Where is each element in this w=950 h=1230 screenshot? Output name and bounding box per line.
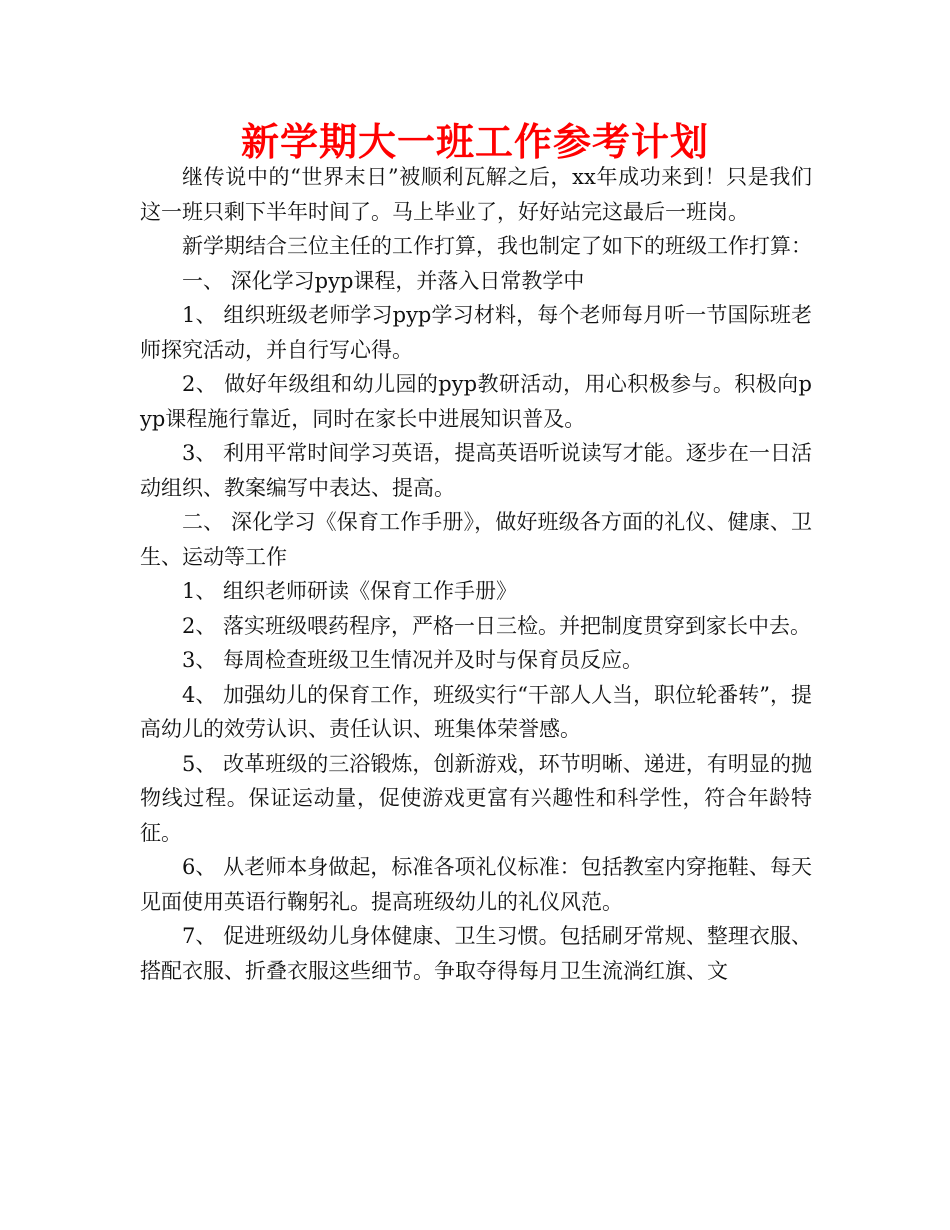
list-item: 3、 利用平常时间学习英语，提高英语听说读写才能。逐步在一日活动组织、教案编写中表达、提高。 (140, 441, 812, 500)
list-item: 6、 从老师本身做起，标准各项礼仪标准：包括教室内穿拖鞋、每天见面使用英语行鞠躬礼。提高班级幼儿的礼仪风范。 (140, 855, 812, 914)
list-item: 1、 组织班级老师学习pyp学习材料，每个老师每月听一节国际班老师探究活动，并自行写心得。 (140, 303, 812, 362)
section-heading-2: 二、 深化学习《保育工作手册》，做好班级各方面的礼仪、健康、卫生、运动等工作 (140, 510, 812, 569)
list-item: 2、 落实班级喂药程序，严格一日三检。并把制度贯穿到家长中去。 (182, 613, 812, 638)
document-body (140, 160, 812, 988)
list-item: 4、 加强幼儿的保育工作，班级实行“干部人人当，职位轮番转”，提高幼儿的效劳认识、责任认识、班集体荣誉感。 (140, 682, 812, 741)
list-item: 1、 组织老师研读《保育工作手册》 (182, 579, 518, 603)
list-item: 3、 每周检查班级卫生情况并及时与保育员反应。 (182, 648, 644, 672)
paragraph-intro-2: 新学期结合三位主任的工作打算，我也制定了如下的班级工作打算： (182, 234, 812, 258)
list-item: 5、 改革班级的三浴锻炼，创新游戏，环节明晰、递进，有明显的抛物线过程。保证运动量，促使游戏更富有兴趣性和科学性，符合年龄特征。 (140, 751, 812, 845)
list-item: 7、 促进班级幼儿身体健康、卫生习惯。包括刷牙常规、整理衣服、搭配衣服、折叠衣服这些细节。争取夺得每月卫生流淌红旗、文 (140, 924, 812, 983)
document-title: 新学期大一班工作参考计划 (240, 120, 709, 164)
list-item: 2、 做好年级组和幼儿园的pyp教研活动，用心积极参与。积极向pyp课程施行靠近，同时在家长中进展知识普及。 (140, 372, 812, 431)
section-heading-1: 一、 深化学习pyp课程，并落入日常教学中 (182, 268, 585, 293)
paragraph-intro-1: 继传说中的“世界末日”被顺利瓦解之后，xx年成功来到！只是我们这一班只剩下半年时间了。马上毕业了，好好站完这最后一班岗。 (140, 165, 812, 224)
